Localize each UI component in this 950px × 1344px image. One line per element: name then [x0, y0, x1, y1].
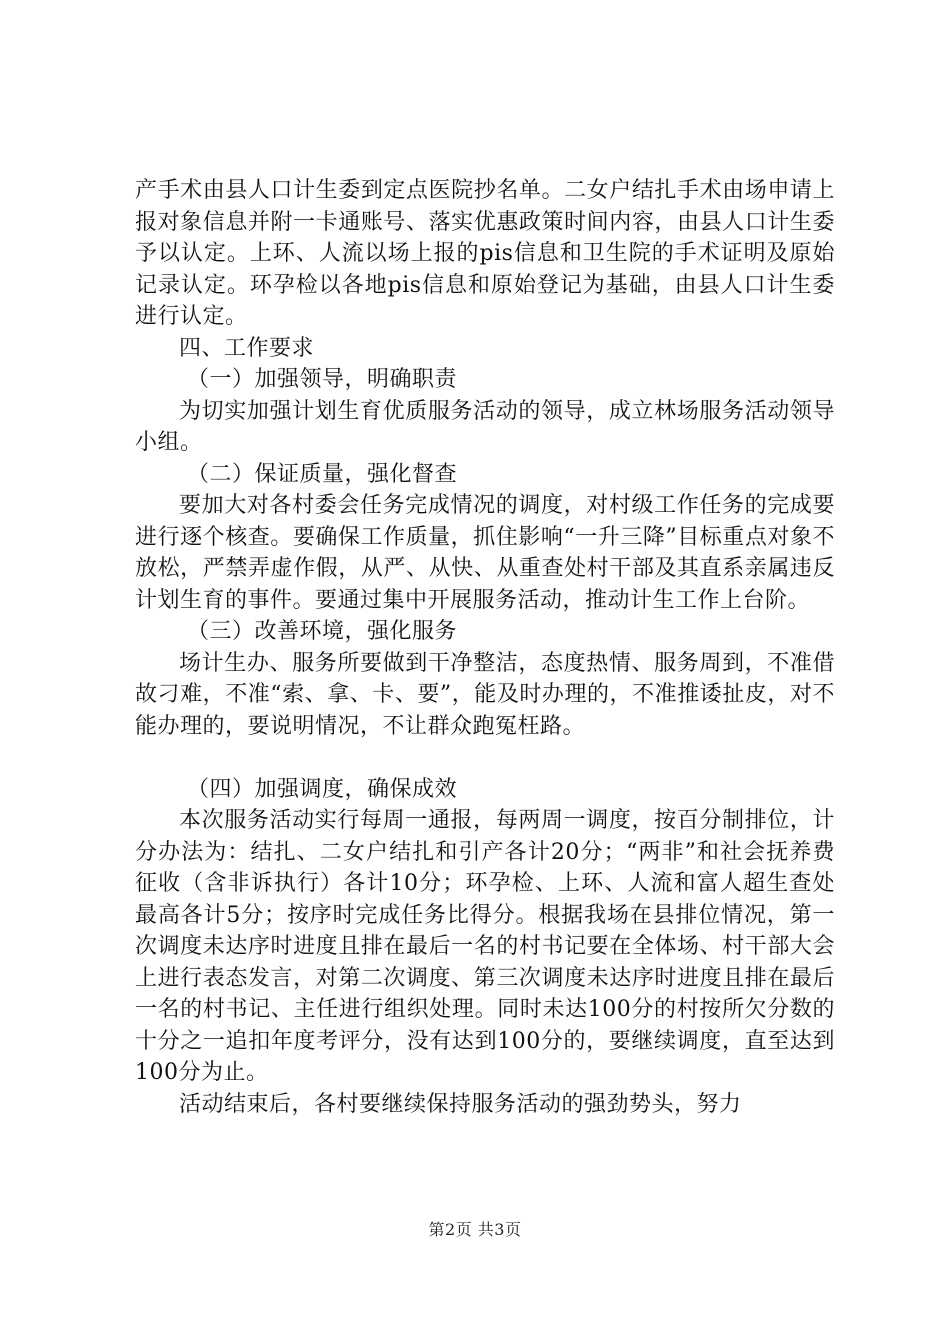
section-heading-work-requirements: 四、工作要求 [179, 335, 315, 361]
paragraph-continuation: 产手术由县人口计生委到定点医院抄名单。二女户结扎手术由场申请上报对象信息并附一卡通账号、落实优惠政策时间内容，由县人口计生委予以认定。上环、人流以场上报的pis信息和卫生院的手术证明及原始记录认定。环孕检以各地pis信息和原始登记为基础，由县人口计生委进行认定。 [135, 178, 835, 329]
subheading-4: （四）加强调度，确保成效 [187, 776, 458, 802]
paragraph-leadership: 为切实加强计划生育优质服务活动的领导，成立林场服务活动领导小组。 [135, 398, 835, 455]
page-footer: 第2页 共3页 [428, 1220, 522, 1239]
blank-line [135, 742, 835, 774]
paragraph-after-activity: 活动结束后，各村要继续保持服务活动的强劲势头，努力 [179, 1091, 742, 1117]
document-body [135, 175, 835, 1120]
paragraph-environment: 场计生办、服务所要做到干净整洁，态度热情、服务周到，不准借故刁难，不准“索、拿、卡、要”，能及时办理的，不准推诿扯皮，对不能办理的，要说明情况，不让群众跑冤枉路。 [135, 650, 835, 739]
subheading-2: （二）保证质量，强化督查 [187, 461, 458, 487]
paragraph-scheduling: 本次服务活动实行每周一通报，每两周一调度，按百分制排位，计分办法为：结扎、二女户结扎和引产各计20分；“两非”和社会抚养费征收（含非诉执行）各计10分；环孕检、上环、人流和富人超生查处最高各计5分；按序时完成任务比得分。根据我场在县排位情况，第一次调度未达序时进度且排在最后一名的村书记要在全体场、村干部大会上进行表态发言，对第二次调度、第三次调度未达序时进度且排在最后一名的村书记、主任进行组织处理。同时未达100分的村按所欠分数的十分之一追扣年度考评分，没有达到100分的，要继续调度，直至达到100分为止。 [135, 808, 835, 1085]
subheading-1: （一）加强领导，明确职责 [187, 367, 458, 392]
paragraph-quality: 要加大对各村委会任务完成情况的调度，对村级工作任务的完成要进行逐个核查。要确保工作质量，抓住影响“一升三降”目标重点对象不放松，严禁弄虚作假，从严、从快、从重查处村干部及其直系亲属违反计划生育的事件。要通过集中开展服务活动，推动计生工作上台阶。 [135, 493, 835, 613]
subheading-3: （三）改善环境，强化服务 [187, 619, 458, 644]
